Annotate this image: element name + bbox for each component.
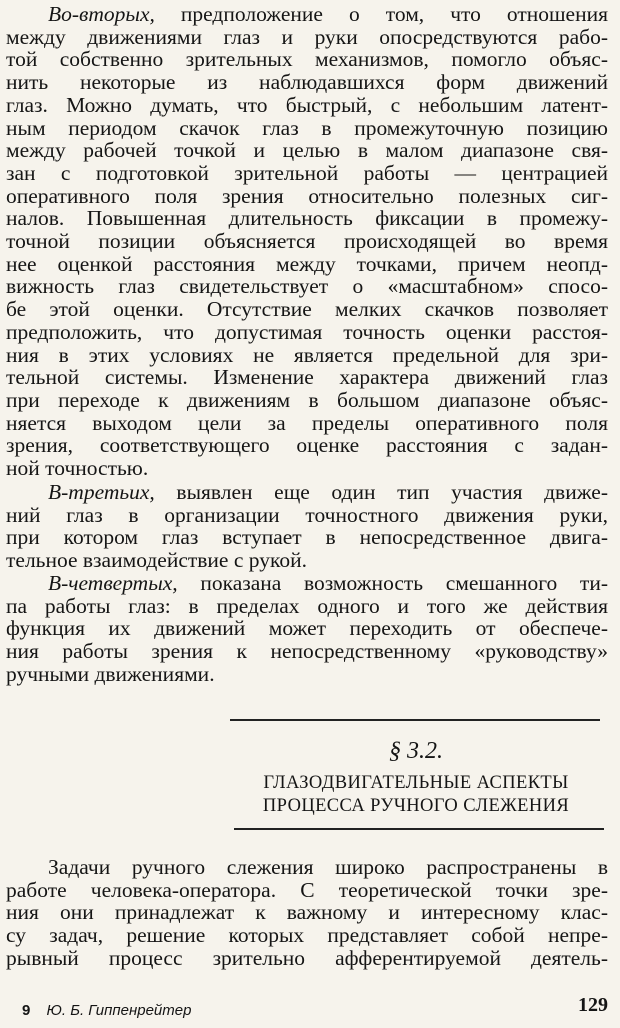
text-line: нить некоторые из наблюдавшихся форм движений <box>6 70 608 95</box>
text-line: ния они принадлежат к важному и интересному клас- <box>6 900 608 925</box>
text-line: па работы глаз: в пределах одного и того же действия <box>6 593 608 618</box>
text-line: точной позиции объясняется происходящей во время <box>6 229 608 254</box>
text-line: зрения, соответствующего оценке расстояния с задан- <box>6 433 608 458</box>
section-top-rule <box>230 719 600 721</box>
text-line: В-четвертых, показана возможность смешанного ти- <box>48 571 608 595</box>
text-line: между движениями глаз и руки опосредствуются рабо- <box>6 24 608 49</box>
text-line: глаз. Можно думать, что быстрый, с небольшим латент- <box>6 92 608 117</box>
text-line: ния в этих условиях не является предельной для зри- <box>6 342 608 367</box>
text-line: предположить, что допустимая точность оценки расстоя- <box>6 319 608 344</box>
text-line: тельной системы. Изменение характера движений глаз <box>6 365 608 390</box>
paragraph-3 <box>6 572 608 686</box>
paragraph-1 <box>6 3 608 480</box>
text-line: налов. Повышенная длительность фиксации в промежу- <box>6 206 608 231</box>
signature-author: Ю. Б. Гиппенрейтер <box>46 1002 192 1019</box>
text-line: оперативного поля зрения относительно полезных сиг- <box>6 183 608 208</box>
text-line: вижность глаз свидетельствует о «масштабном» спосо- <box>6 274 608 299</box>
paragraph-2 <box>6 481 608 572</box>
text-line: тельное взаимодействие с рукой. <box>6 548 307 573</box>
section-title-line-1: ГЛАЗОДВИГАТЕЛЬНЫЕ АСПЕКТЫ <box>263 773 569 793</box>
page-number: 129 <box>578 994 608 1016</box>
text-line: при переходе к движениям в большом диапазоне объяс- <box>6 387 608 412</box>
section-title-line-2: ПРОЦЕССА РУЧНОГО СЛЕЖЕНИЯ <box>262 796 570 816</box>
signature-number: 9 <box>22 1002 31 1019</box>
text-line: ной точностью. <box>6 456 149 481</box>
emphasis-lead: В-четвертых, <box>48 571 178 595</box>
emphasis-lead: Во-вторых, <box>48 2 155 26</box>
text-line: между рабочей точкой и целью в малом диапазоне свя- <box>6 138 608 163</box>
text-line: ний глаз в организации точностного движения руки, <box>6 502 608 527</box>
text-line: су задач, решение которых представляет собой непре- <box>6 923 608 948</box>
text-line: няется выходом цели за пределы оперативного поля <box>6 410 608 435</box>
text-line: В-третьих, выявлен еще один тип участия движе- <box>48 480 608 504</box>
text-line: Во-вторых, предположение о том, что отношения <box>48 2 608 26</box>
emphasis-lead: В-третьих, <box>48 480 155 504</box>
text-line: рывный процесс зрительно афферентируемой деятель- <box>6 945 608 970</box>
text-line: бе этой оценки. Отсутствие мелких скачков позволяет <box>6 297 608 322</box>
text-line: зан с подготовкой зрительной работы — центрацией <box>6 160 608 185</box>
section-bottom-rule <box>234 828 604 830</box>
text-line: ным периодом скачок глаз в промежуточную позицию <box>6 115 608 140</box>
text-line: ния работы зрения к непосредственному «руководству» <box>6 639 608 664</box>
text-line: функция их движений может переходить от обеспече- <box>6 616 608 641</box>
text-line: Задачи ручного слежения широко распространены в <box>48 855 608 879</box>
text-line: той собственно зрительных механизмов, помогло объяс- <box>6 47 608 72</box>
text-line: при котором глаз вступает в непосредственное двига- <box>6 525 608 550</box>
section-number: § 3.2. <box>389 738 443 764</box>
paragraph-4 <box>6 856 608 970</box>
text-line: ручными движениями. <box>6 661 215 686</box>
printer-signature <box>22 1002 191 1019</box>
text-line: нее оценкой расстояния между точками, причем неопд- <box>6 251 608 276</box>
text-line: работе человека-оператора. С теоретической точки зре- <box>6 877 608 902</box>
